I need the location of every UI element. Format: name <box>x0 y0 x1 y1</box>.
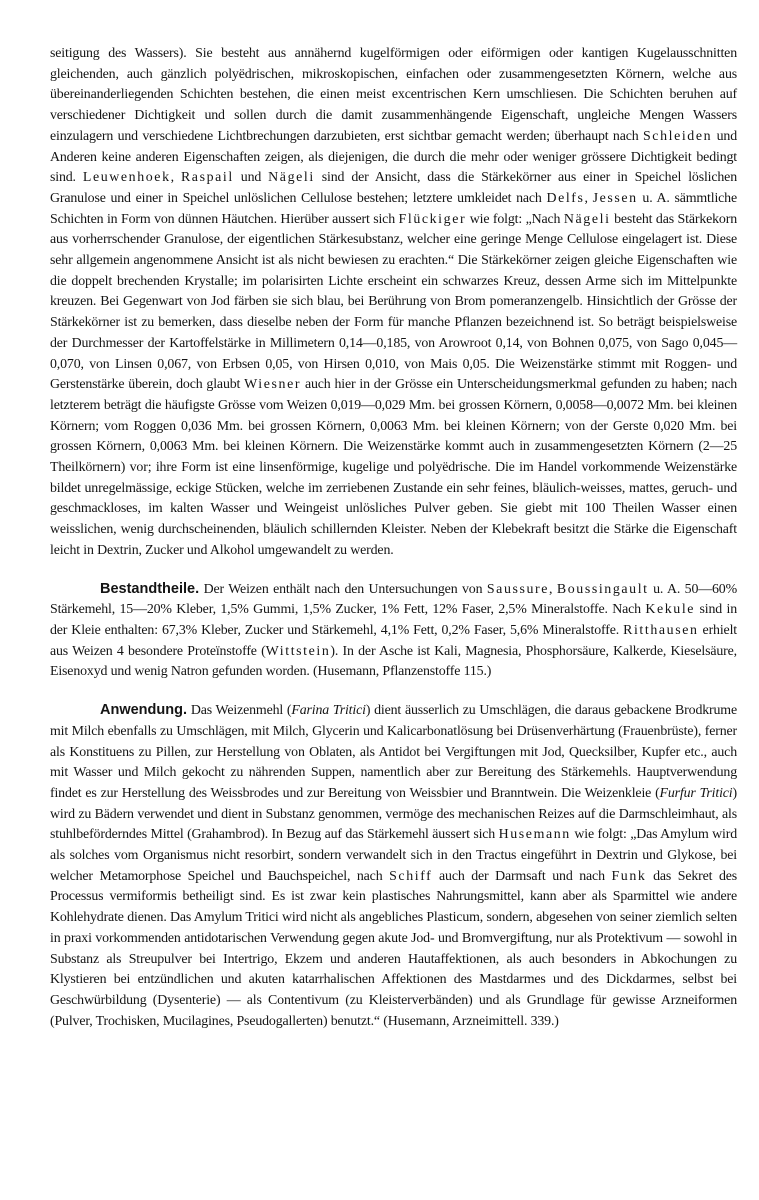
author-wiesner: Wiesner <box>244 377 302 393</box>
author-leeuwenhoek: Leuwenhoek <box>82 170 171 186</box>
intro-paragraph <box>50 44 737 562</box>
author-wittstein: Wittstein <box>265 643 331 659</box>
author-schleiden: Schleiden <box>642 128 713 144</box>
author-delfs: Delfs <box>546 190 585 206</box>
term-furfur-tritici: Furfur Tritici <box>659 785 733 801</box>
author-schiff: Schiff <box>389 868 433 884</box>
term-farina-tritici: Farina Tritici <box>291 703 366 719</box>
section-anwendung <box>50 700 737 1032</box>
author-boussingault: Boussingault <box>556 581 649 597</box>
author-saussure: Saussure <box>486 581 550 597</box>
author-flueckiger: Flückiger <box>398 211 467 227</box>
author-kekule: Kekule <box>645 602 696 618</box>
anwendung-heading: Anwendung. <box>100 702 187 719</box>
author-naegeli-2: Nägeli <box>563 211 611 227</box>
author-raspail: Raspail <box>180 170 234 186</box>
author-ritthausen: Ritthausen <box>623 622 699 638</box>
bestandtheile-text: Bestandtheile. Der Weizen enthält nach den Untersuchungen von Saussure, Boussingault u. A. 50—60% Stärkemehl, 15—20% Kleber, 1,5% Gummi, 1,5% Zucker, 1% Fett, 12% Faser, 2,5% Mineralstoffe. Nach Kekule sind in der Kleie enthalten: 67,3% Kleber, Zucker und Stärkemehl, 4,1% Fett, 0,2% Faser, 5,6% Mineralstoffe. Ritthausen erhielt aus Weizen 4 besondere Proteïnstoffe (Wittstein). In der Asche ist Kali, Magnesia, Phosphorsäure, Kalkerde, Kieselsäure, Eisenoxyd und wenig Natron gefunden worden. (Husemann, Pflanzenstoffe 115.) <box>50 580 737 680</box>
author-husemann-2: Husemann <box>387 1013 446 1029</box>
author-funk: Funk <box>611 868 647 884</box>
author-husemann: Husemann <box>317 664 376 680</box>
author-jessen: Jessen <box>592 190 638 206</box>
author-husemann-1: Husemann <box>498 827 571 843</box>
anwendung-text: Anwendung. Das Weizenmehl (Farina Tritici) dient äusserlich zu Umschlägen, die daraus gebackene Brodkrume mit Milch ebenfalls zu Umschlägen, mit Milch, Glycerin und Kalicarbonatlösung bei Drüsenverhärtung (Frauenbrüste), ferner als Konstituens zu Pillen, zur Herstellung von Oblaten, als Antidot bei Vergiftungen mit Jod, Quecksilber, Kupfer etc., auch mit Wasser und Milch gekocht zu nährenden Suppen, namentlich aber zur Bereitung des Stärkemehls. Hauptverwendung findet es zur Herstellung des Weissbrodes und zur Bereitung von Weissbier und Branntwein. Die Weizenkleie (Furfur Tritici) wird zu Bädern verwendet und dient in Substanz genommen, vermöge des mechanischen Reizes auf die Darmschleimhaut, als stuhlbeförderndes Mittel (Grahambrod). In Bezug auf das Stärkemehl äussert sich Husemann wie folgt: „Das Amylum wird als solches vom Organismus nicht resorbirt, sondern verwandelt sich in den Tractus eingeführt in Dextrin und Glykose, bei welcher Metamorphose Speichel und Bauchspeichel, nach Schiff auch der Darmsaft und nach Funk das Sekret des Processus vermiformis betheiligt sind. Es ist zwar kein plastisches Nahrungsmittel, kann aber als Sparmittel wie andere Kohlehydrate dienen. Das Amylum Tritici wird nicht als angebliches Plasticum, sondern, abgesehen von seiner ziemlich selten in praxi vorkommenden antidotarischen Verwendung gegen akute Jod- und Bromvergiftung, nur als Protektivum — sowohl in Substanz als Streupulver bei Intertrigo, Ekzem und anderen Hautaffektionen, als auch besonders in Abkochungen zu Klystieren bei entzündlichen und akuten katarrhalischen Affektionen des Mastdarmes und des Dickdarmes, selbst bei Geschwürbildung (Dysenterie) — als Contentivum (zu Kleisterverbänden) und als Grundlage für gewisse Arzneiformen (Pulver, Trochisken, Mucilagines, Pseudogallerten) benutzt.“ (Husemann, Arzneimittell. 339.) <box>50 702 738 1029</box>
intro-text: seitigung des Wassers). Sie besteht aus annähernd kugelförmigen oder eiförmigen oder kantigen Kugelausschnitten gleichenden, auch gänzlich polyëdrischen, mikroskopischen, einfachen oder zusammengesetzten Körnern, welche aus übereinanderliegenden Schichten bestehen, die einen meist excentrischen Kern umschliesen. Die Schichten beruhen auf verschiedener Dichtigkeit und sollen durch die damit zusammenhängende Eigenschaft, ungleiche Mengen Wassers einzulagern und verschiedene Lichtbrechungen darzubieten, erst sichtbar gemacht werden; überhaupt nach Schleiden und Anderen keine anderen Eigenschaften zeigen, als diejenigen, die durch die mehr oder weniger grössere Dichtigkeit bedingt sind. Leuwenhoek, Raspail und Nägeli sind der Ansicht, dass die Stärkekörner aus einer in Speichel löslichen Granulose und einer in Speichel unlöslichen Cellulose bestehen; letztere umkleidet nach Delfs, Jessen u. A. sämmtliche Schichten in Form von dünnen Häutchen. Hierüber aussert sich Flückiger wie folgt: „Nach Nägeli besteht das Stärkekorn aus vorherrschender Granulose, der eigentlichen Stärkesubstanz, welcher eine geringe Menge Cellulose eingelagert ist. Diese sehr allgemein angenommene Ansicht ist als nicht bewiesen zu erachten.“ Die Stärkekörner zeigen gleiche Eigenschaften wie die doppelt brechenden Krystalle; im polarisirten Lichte erscheint ein schwarzes Kreuz, dessen Arme sich im Mittelpunkte kreuzen. Bei Gegenwart von Jod färben sie sich blau, bei Berührung von Brom pomeranzengelb. Hinsichtlich der Grösse der Stärkekörner ist zu bemerken, dass dieselbe neben der Form für manche Pflanzen bezeichnend ist. So beträgt beispielsweise der Durchmesser der Kartoffelstärke in Millimetern 0,14—0,185, von Arowroot 0,14, von Bohnen 0,075, von Sago 0,045—0,070, von Linsen 0,067, von Erbsen 0,05, von Hirsen 0,010, von Mais 0,05. Die Weizenstärke stimmt mit Roggen- und Gerstenstärke überein, doch glaubt Wiesner auch hier in der Grösse ein Unterscheidungsmerkmal gefunden zu haben; nach letzterem beträgt die häufigste Grösse vom Weizen 0,019—0,029 Mm. bei grossen Körnern, 0,0058—0,0072 Mm. bei kleinen Körnern; vom Roggen 0,036 Mm. bei grossen Körnern, 0,0063 Mm. bei kleinen Körnern; von der Gerste 0,020 Mm. bei grossen Körnern, 0,0063 Mm. bei kleinen Körnern. Die Weizenstärke kommt auch in zusammengesetzten Körnern (2—25 Theilkörnern) vor; ihre Form ist eine linsenförmige, kugelige und polyëdrische. Die im Handel vorkommende Weizenstärke bildet unregelmässige, eckige Stücken, welche im zerriebenen Zustande ein sehr feines, bläulich-weisses, mattes, geruch- und geschmackloses, im kalten Wasser und Weingeist unlösliches Pulver geben. Sie giebt mit 100 Theilen Wasser einen weisslichen, wenig durchscheinenden, bläulich schillernden Kleister. Neben der Klebekraft besitzt die Stärke die Eigenschaft leicht in Dextrin, Zucker und Alkohol umgewandelt zu werden. <box>50 46 738 558</box>
author-naegeli: Nägeli <box>268 170 315 186</box>
section-bestandtheile <box>50 579 737 684</box>
bestandtheile-heading: Bestandtheile. <box>100 580 200 597</box>
